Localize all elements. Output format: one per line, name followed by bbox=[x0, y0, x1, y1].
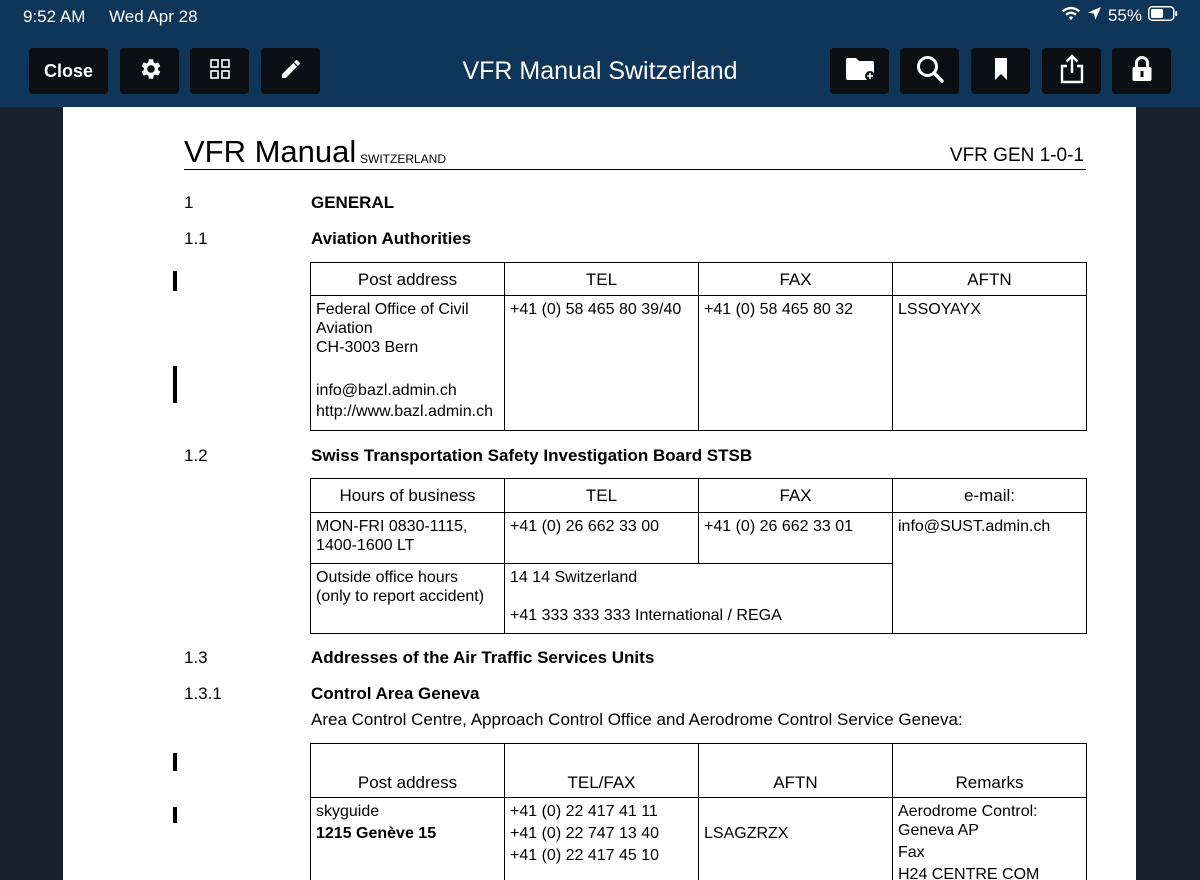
table-header: Hours of business bbox=[311, 479, 505, 513]
phone-line: +41 (0) 22 747 13 40 bbox=[510, 825, 660, 842]
document-viewer[interactable] bbox=[0, 107, 1200, 880]
section-title: Swiss Transportation Safety Investigation Board STSB bbox=[311, 446, 753, 465]
address-line: CH-3003 Bern bbox=[316, 339, 419, 356]
table-cell: +41 (0) 58 465 80 39/40 bbox=[505, 296, 699, 431]
table-cell bbox=[505, 564, 893, 634]
annotate-button[interactable] bbox=[261, 48, 320, 94]
wifi-icon bbox=[1061, 5, 1081, 26]
search-button[interactable] bbox=[900, 48, 959, 94]
table-header: FAX bbox=[699, 479, 893, 513]
table-header: Remarks bbox=[893, 744, 1087, 798]
top-toolbar bbox=[0, 0, 1200, 107]
documents-button[interactable] bbox=[830, 48, 889, 94]
email-cell[interactable]: info@SUST.admin.ch bbox=[893, 513, 1087, 634]
change-bar bbox=[173, 366, 177, 403]
table-header: Post address bbox=[311, 744, 505, 798]
table-header: TEL bbox=[505, 263, 699, 296]
geneva-table bbox=[310, 743, 1087, 880]
document-subtitle: SWITZERLAND bbox=[360, 152, 447, 166]
label-line: Outside office hours bbox=[316, 569, 459, 586]
section-title: GENERAL bbox=[311, 193, 395, 212]
emergency-line: +41 333 333 333 International / REGA bbox=[510, 607, 782, 624]
table-cell bbox=[311, 798, 505, 880]
document-title: VFR Manual bbox=[184, 134, 357, 169]
address-line: Federal Office of Civil Aviation bbox=[316, 301, 469, 337]
table-cell bbox=[311, 564, 505, 634]
document-code: VFR GEN 1-0-1 bbox=[949, 145, 1084, 166]
lock-icon bbox=[1131, 55, 1153, 88]
label-line: (only to report accident) bbox=[316, 588, 485, 605]
remark-line: H24 CENTRE COM bbox=[898, 866, 1040, 880]
phone-line: +41 (0) 22 417 41 11 bbox=[510, 803, 658, 820]
stsb-table bbox=[310, 478, 1087, 634]
table-header: TEL/FAX bbox=[505, 744, 699, 798]
table-cell: +41 (0) 26 662 33 00 bbox=[505, 513, 699, 564]
status-indicators bbox=[1061, 5, 1178, 26]
app-title: VFR Manual Switzerland bbox=[462, 57, 738, 85]
search-icon bbox=[915, 54, 945, 89]
web-link[interactable]: http://www.bazl.admin.ch bbox=[316, 403, 493, 420]
hours-line: MON-FRI 0830-1115, bbox=[316, 518, 468, 535]
table-header: Post address bbox=[311, 263, 505, 296]
grid-icon bbox=[209, 58, 231, 85]
email-link[interactable]: info@bazl.admin.ch bbox=[316, 382, 457, 399]
section-number: 1.3.1 bbox=[184, 684, 222, 703]
section-title: Control Area Geneva bbox=[311, 684, 480, 703]
table-cell: LSSOYAYX bbox=[893, 296, 1087, 431]
gear-icon bbox=[137, 56, 163, 87]
table-cell: +41 (0) 26 662 33 01 bbox=[699, 513, 893, 564]
thumbnails-button[interactable] bbox=[190, 48, 249, 94]
remark-line: Aerodrome Control: bbox=[898, 803, 1038, 820]
folder-icon bbox=[844, 56, 876, 87]
table-cell: LSAGZRZX bbox=[699, 798, 893, 880]
emergency-line: 14 14 Switzerland bbox=[510, 569, 638, 586]
header-rule bbox=[184, 169, 1086, 170]
section-title: Addresses of the Air Traffic Services Units bbox=[311, 648, 655, 667]
table-header: AFTN bbox=[699, 744, 893, 798]
table-header: AFTN bbox=[893, 263, 1087, 296]
share-button[interactable] bbox=[1042, 48, 1101, 94]
location-arrow-icon bbox=[1087, 6, 1102, 26]
battery-icon bbox=[1148, 6, 1178, 26]
table-cell bbox=[505, 798, 699, 880]
phone-line: +41 (0) 22 417 45 10 bbox=[510, 847, 660, 864]
pencil-icon bbox=[279, 57, 303, 86]
share-icon bbox=[1059, 54, 1085, 89]
section-number: 1.3 bbox=[184, 648, 208, 667]
change-bar bbox=[173, 271, 177, 291]
remark-line: Geneva AP bbox=[898, 822, 979, 839]
address-line: 1215 Genève 15 bbox=[316, 825, 437, 842]
section-number: 1 bbox=[184, 193, 194, 212]
battery-percent: 55% bbox=[1107, 5, 1142, 25]
table-cell bbox=[893, 798, 1087, 880]
table-cell: +41 (0) 58 465 80 32 bbox=[699, 296, 893, 431]
status-date: Wed Apr 28 bbox=[109, 7, 198, 26]
table-cell bbox=[311, 296, 505, 431]
document-page bbox=[63, 107, 1136, 880]
bookmark-button[interactable] bbox=[971, 48, 1030, 94]
address-line: skyguide bbox=[316, 803, 380, 820]
settings-button[interactable] bbox=[120, 48, 179, 94]
hours-line: 1400-1600 LT bbox=[316, 537, 415, 554]
table-cell bbox=[311, 513, 505, 564]
change-bar bbox=[173, 807, 177, 823]
change-bar bbox=[173, 753, 177, 771]
remark-line: Fax bbox=[898, 844, 925, 861]
close-button[interactable]: Close bbox=[29, 48, 108, 94]
lock-button[interactable] bbox=[1112, 48, 1171, 94]
status-time: 9:52 AM bbox=[23, 7, 86, 26]
section-text: Area Control Centre, Approach Control Office and Aerodrome Control Service Geneva: bbox=[311, 710, 963, 729]
table-header: e-mail: bbox=[893, 479, 1087, 513]
table-header: TEL bbox=[505, 479, 699, 513]
section-number: 1.1 bbox=[184, 229, 208, 248]
section-title: Aviation Authorities bbox=[311, 229, 472, 248]
table-header: FAX bbox=[699, 263, 893, 296]
bookmark-icon bbox=[993, 57, 1009, 86]
authorities-table bbox=[310, 262, 1087, 431]
section-number: 1.2 bbox=[184, 446, 208, 465]
